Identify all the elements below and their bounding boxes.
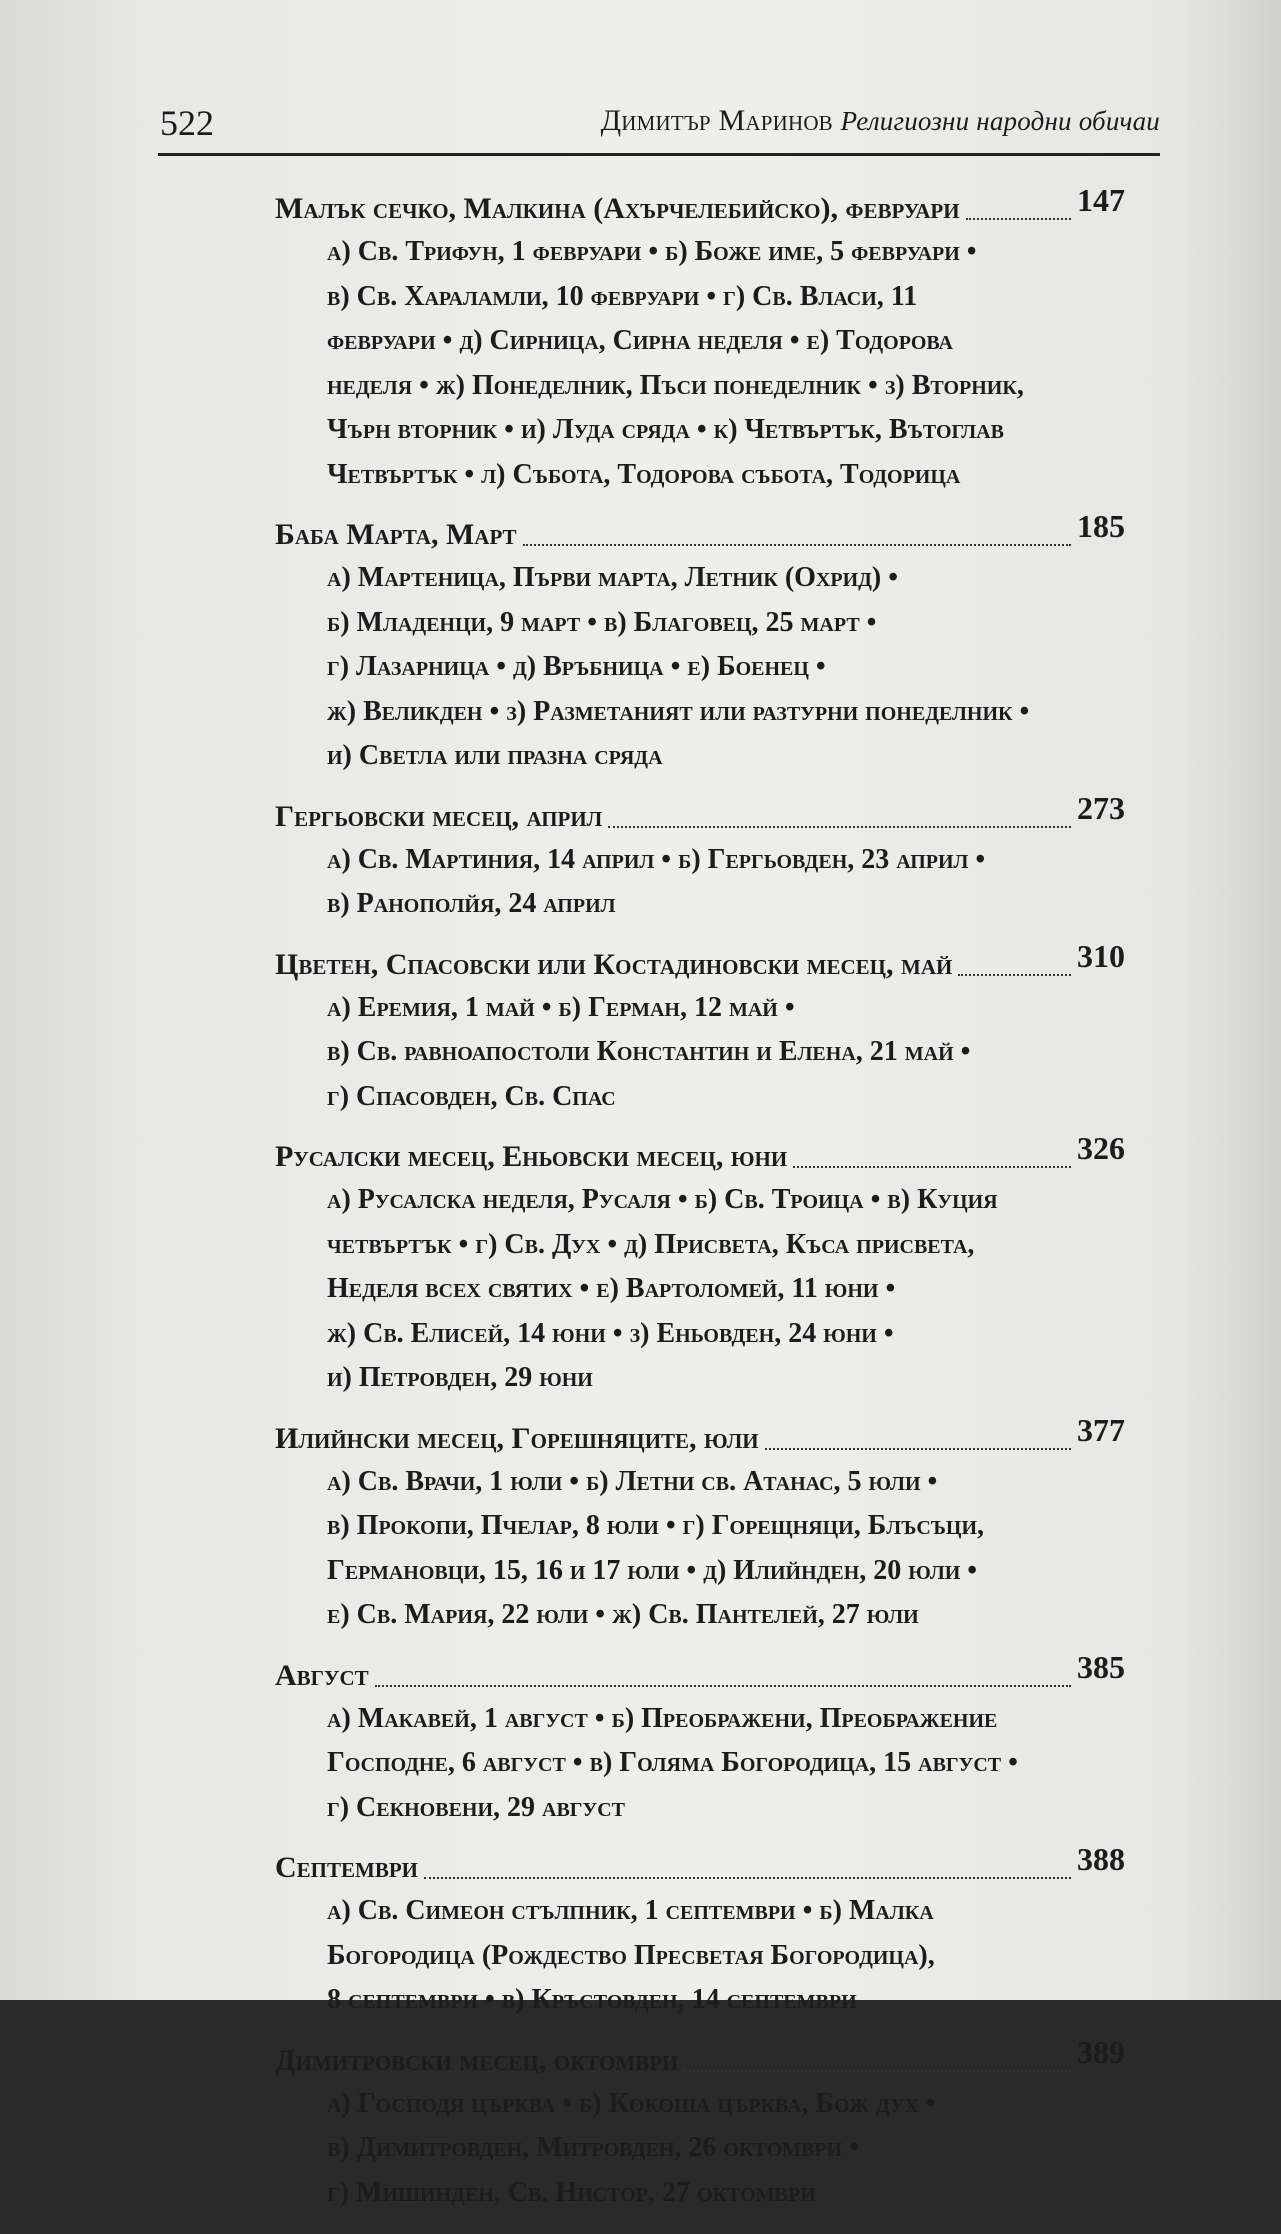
toc-subentry-line: и) Светла или празна сряда — [327, 740, 663, 771]
toc-entry-page-number: 388 — [1077, 1841, 1125, 1877]
toc-entry — [275, 508, 1125, 779]
toc-subentry-line: г) Мишинден, Св. Нистор, 27 октомври — [327, 2176, 816, 2208]
toc-entry-heading — [275, 2033, 1125, 2080]
toc-entry-page-number: 273 — [1077, 789, 1125, 826]
toc-subentries — [327, 986, 1107, 1120]
toc-subentries — [327, 230, 1107, 497]
toc-subentries — [327, 838, 1107, 927]
toc-entry-title: Димитровски месец, октомври — [275, 2043, 679, 2077]
toc-subentries — [327, 1889, 1107, 2023]
toc-subentry-line: а) Св. Симеон стълпник, 1 септември • б) Малка — [327, 1895, 934, 1926]
toc-subentry-line: Господне, 6 август • в) Голяма Богородица, 15 август • — [327, 1747, 1018, 1778]
toc-entry-title: Русалски месец, Еньовски месец, юни — [275, 1140, 788, 1173]
toc-subentry-line: г) Лазарница • д) Връбница • е) Боенец • — [327, 651, 826, 682]
toc-subentries — [327, 2082, 1107, 2216]
toc-subentry-line: и) Петровден, 29 юни — [327, 1362, 593, 1393]
toc-entry-page-number: 185 — [1077, 508, 1125, 544]
toc-entry — [275, 1411, 1125, 1638]
toc-subentry-line: Четвъртък • л) Събота, Тодорова събота, Тодорица — [327, 458, 961, 490]
dot-leader — [523, 516, 1071, 546]
dot-leader — [424, 1849, 1071, 1879]
toc-subentry-line: Неделя всех святих • е) Вартоломей, 11 юни • — [327, 1273, 896, 1304]
toc-subentry-line: в) Св. Хараламли, 10 февруари • г) Св. Власи, 11 — [327, 280, 918, 312]
toc-entry — [275, 1648, 1125, 1831]
table-of-contents — [275, 182, 1125, 2234]
toc-entry-page-number: 326 — [1077, 1130, 1125, 1166]
toc-entry-heading — [275, 789, 1125, 836]
toc-subentry-line: а) Еремия, 1 май • б) Герман, 12 май • — [327, 991, 795, 1023]
dot-leader — [793, 1138, 1071, 1168]
toc-entry-heading — [275, 1130, 1125, 1176]
toc-subentry-line: Германовци, 15, 16 и 17 юли • д) Илийнден, 20 юли • — [327, 1554, 978, 1586]
toc-entry-title: Август — [275, 1658, 369, 1692]
toc-subentry-line: четвъртък • г) Св. Дух • д) Присвета, Къса присвета, — [327, 1228, 975, 1260]
toc-subentry-line: 8 септември • в) Кръстовден, 14 септември — [327, 1984, 857, 2015]
header-rule — [158, 153, 1160, 156]
toc-entry-page-number: 377 — [1077, 1411, 1125, 1448]
toc-entry-page-number: 147 — [1077, 182, 1125, 218]
toc-subentry-line: в) Ранополйя, 24 април — [327, 888, 616, 919]
toc-entry-heading — [275, 937, 1125, 984]
author-name: Димитър Маринов — [600, 104, 833, 137]
toc-subentry-line: а) Св. Мартиния, 14 април • б) Гергьовден, 23 април • — [327, 843, 986, 875]
toc-subentry-line: а) Макавей, 1 август • б) Преображени, Преображение — [327, 1702, 998, 1734]
toc-subentry-line: а) Мартеница, Първи марта, Летник (Охрид) • — [327, 562, 899, 593]
toc-subentry-line: а) Господя църква • б) Кокоша църква, Бож дух • — [327, 2087, 936, 2119]
toc-subentry-line: в) Прокопи, Пчелар, 8 юли • г) Горещняци, Блъсъци, — [327, 1510, 985, 1541]
toc-entry-heading — [275, 1411, 1125, 1458]
toc-entry-title: Гергьовски месец, април — [275, 799, 603, 833]
page-number: 522 — [160, 103, 214, 143]
toc-subentry-line: февруари • д) Сирница, Сирна неделя • е) Тодорова — [327, 325, 953, 356]
toc-entry — [275, 2033, 1125, 2216]
toc-entry — [275, 937, 1125, 1120]
toc-subentries — [327, 1178, 1107, 1401]
toc-subentry-line: б) Младенци, 9 март • в) Благовец, 25 март • — [327, 606, 877, 638]
dot-leader — [765, 1420, 1071, 1450]
toc-subentry-line: г) Спасовден, Св. Спас — [327, 1080, 616, 1112]
running-title — [601, 104, 1160, 138]
dot-leader — [684, 2042, 1071, 2072]
toc-entry-title: Цветен, Спасовски или Костадиновски месец, май — [275, 947, 953, 981]
toc-subentry-line: е) Св. Мария, 22 юли • ж) Св. Пантелей, 27 юли — [327, 1599, 919, 1630]
toc-subentry-line: г) Секновени, 29 август — [327, 1791, 625, 1823]
toc-subentry-line: а) Русалска неделя, Русаля • б) Св. Троица • в) Куция — [327, 1184, 998, 1215]
toc-entry-heading — [275, 1841, 1125, 1887]
toc-subentry-line: ж) Великден • з) Разметаният или разтурни понеделник • — [327, 695, 1030, 727]
dot-leader — [966, 190, 1071, 220]
toc-entry — [275, 1130, 1125, 1401]
dot-leader — [375, 1657, 1071, 1687]
toc-entry — [275, 182, 1125, 497]
dot-leader — [958, 946, 1071, 976]
toc-subentry-line: ж) Св. Елисей, 14 юни • з) Еньовден, 24 юни • — [327, 1317, 894, 1349]
toc-entry-page-number: 389 — [1077, 2033, 1125, 2070]
running-header — [160, 96, 1160, 146]
toc-subentry-line: в) Димитровден, Митровден, 26 октомври • — [327, 2132, 859, 2163]
toc-entry-title: Илийнски месец, Горешняците, юли — [275, 1421, 759, 1455]
toc-entry-heading — [275, 1648, 1125, 1695]
toc-entry-page-number: 385 — [1077, 1648, 1125, 1685]
toc-entry-title: Малък сечко, Малкина (Ахърчелебийско), февруари — [275, 192, 960, 225]
toc-subentry-line: а) Св. Трифун, 1 февруари • б) Боже име, 5 февруари • — [327, 236, 977, 267]
toc-entry — [275, 1841, 1125, 2023]
toc-entry-title: Септември — [275, 1851, 419, 1884]
dot-leader — [608, 798, 1071, 828]
toc-subentries — [327, 556, 1107, 779]
toc-subentry-line: неделя • ж) Понеделник, Пъси понеделник • з) Вторник, — [327, 369, 1024, 401]
toc-entry-heading — [275, 508, 1125, 554]
toc-subentries — [327, 1460, 1107, 1638]
toc-entry — [275, 789, 1125, 927]
toc-entry-page-number: 310 — [1077, 937, 1125, 974]
book-title: Религиозни народни обичаи — [840, 106, 1160, 136]
toc-subentry-line: Богородица (Рождество Пресветая Богородица), — [327, 1939, 935, 1971]
toc-subentries — [327, 1697, 1107, 1831]
toc-subentry-line: Чърн вторник • и) Луда сряда • к) Четвъртък, Вътоглав — [327, 414, 1004, 445]
toc-subentry-line: а) Св. Врачи, 1 юли • б) Летни св. Атанас, 5 юли • — [327, 1465, 938, 1497]
toc-entry-heading — [275, 182, 1125, 228]
toc-entry-title: Баба Марта, Март — [275, 518, 517, 551]
toc-subentry-line: в) Св. равноапостоли Константин и Елена, 21 май • — [327, 1036, 971, 1067]
